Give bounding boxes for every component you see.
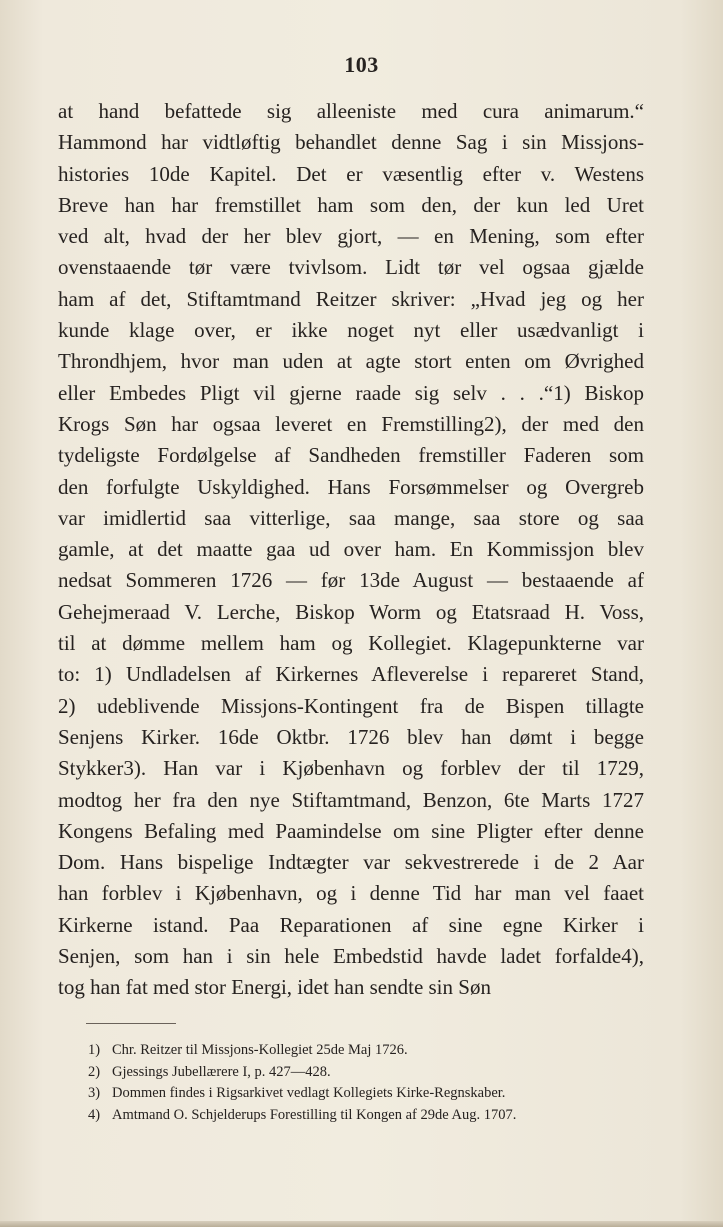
- text-line: var imidlertid saa vitterlige, saa mange, saa store og saa: [58, 505, 644, 530]
- text-line: Kirkerne istand. Paa Reparationen af sine egne Kirker i: [58, 912, 644, 937]
- text-line: ved alt, hvad der her blev gjort, — en Mening, som efter: [58, 224, 644, 249]
- text-line: Throndhjem, hvor man uden at agte stort enten om Øvrighed: [58, 349, 644, 374]
- text-line: 2) udeblivende Missjons-Kontingent fra de Bispen tillagte: [58, 693, 644, 718]
- text-line: den forfulgte Uskyldighed. Hans Forsømmelser og Overgreb: [58, 474, 644, 499]
- text-line: gamle, at det maatte gaa ud over ham. En Kommissjon blev: [58, 537, 644, 562]
- text-line: Breve han har fremstillet ham som den, der kun led Uret: [58, 192, 644, 217]
- text-line: Senjen, som han i sin hele Embedstid havde ladet forfalde4),: [58, 944, 644, 969]
- footnote: [88, 1083, 648, 1105]
- text-line: Krogs Søn har ogsaa leveret en Fremstilling2), der med den: [58, 411, 644, 436]
- footnote-text: Chr. Reitzer til Missjons-Kollegiet 25de Maj 1726.: [112, 1042, 408, 1058]
- page-number: 103: [344, 52, 379, 77]
- text-line: eller Embedes Pligt vil gjerne raade sig selv . . .“1) Biskop: [58, 380, 644, 405]
- footnote-text: Amtmand O. Schjelderups Forestilling til Kongen af 29de Aug. 1707.: [112, 1106, 517, 1123]
- footnotes: [88, 1040, 648, 1126]
- footnote-number: 2): [88, 1063, 101, 1080]
- text-line: tydeligste Fordølgelse af Sandheden fremstiller Faderen som: [58, 443, 644, 468]
- text-line: kunde klage over, er ikke noget nyt eller usædvanligt i: [58, 318, 644, 343]
- footnote-number: 4): [88, 1106, 101, 1123]
- text-line: Gehejmeraad V. Lerche, Biskop Worm og Etatsraad H. Voss,: [58, 599, 644, 624]
- footnote: [88, 1040, 648, 1062]
- footnote-divider: [86, 1023, 176, 1024]
- text-line: ovenstaaende tør være tvivlsom. Lidt tør vel ogsaa gjælde: [58, 255, 644, 280]
- text-line: han forblev i Kjøbenhavn, og i denne Tid har man vel faaet: [58, 881, 644, 906]
- text-line: to: 1) Undladelsen af Kirkernes Afleverelse i repareret Stand,: [58, 662, 644, 687]
- footnote-text: Dommen findes i Rigsarkivet vedlagt Kollegiets Kirke-Regnskaber.: [112, 1085, 506, 1101]
- text-line: Senjens Kirker. 16de Oktbr. 1726 blev han dømt i begge: [58, 724, 644, 749]
- body-text: [58, 96, 644, 1004]
- text-line: til at dømme mellem ham og Kollegiet. Klagepunkterne var: [58, 631, 644, 656]
- text-line: ham af det, Stiftamtmand Reitzer skriver: „Hvad jeg og her: [58, 286, 644, 311]
- text-line: Kongens Befaling med Paamindelse om sine Pligter efter denne: [58, 818, 644, 843]
- scan-edge: [0, 1221, 723, 1227]
- text-line: Hammond har vidtløftig behandlet denne Sag i sin Missjons-: [58, 130, 644, 155]
- footnote-number: 3): [88, 1085, 101, 1101]
- text-line: Dom. Hans bispelige Indtægter var sekvestrerede i de 2 Aar: [58, 850, 644, 875]
- text-line: histories 10de Kapitel. Det er væsentlig efter v. Westens: [58, 161, 644, 186]
- footnote: [88, 1062, 648, 1084]
- footnote-number: 1): [88, 1042, 101, 1058]
- text-line: at hand befattede sig alleeniste med cura animarum.“: [58, 99, 644, 123]
- text-line: modtog her fra den nye Stiftamtmand, Benzon, 6te Marts 1727: [58, 787, 644, 812]
- text-line: Stykker3). Han var i Kjøbenhavn og forblev der til 1729,: [58, 756, 644, 781]
- footnote-text: Gjessings Jubellærere I, p. 427—428.: [112, 1063, 331, 1080]
- text-line: tog han fat med stor Energi, idet han sendte sin Søn: [58, 975, 491, 1000]
- text-line: nedsat Sommeren 1726 — før 13de August — bestaaende af: [58, 568, 644, 593]
- footnote: [88, 1105, 648, 1127]
